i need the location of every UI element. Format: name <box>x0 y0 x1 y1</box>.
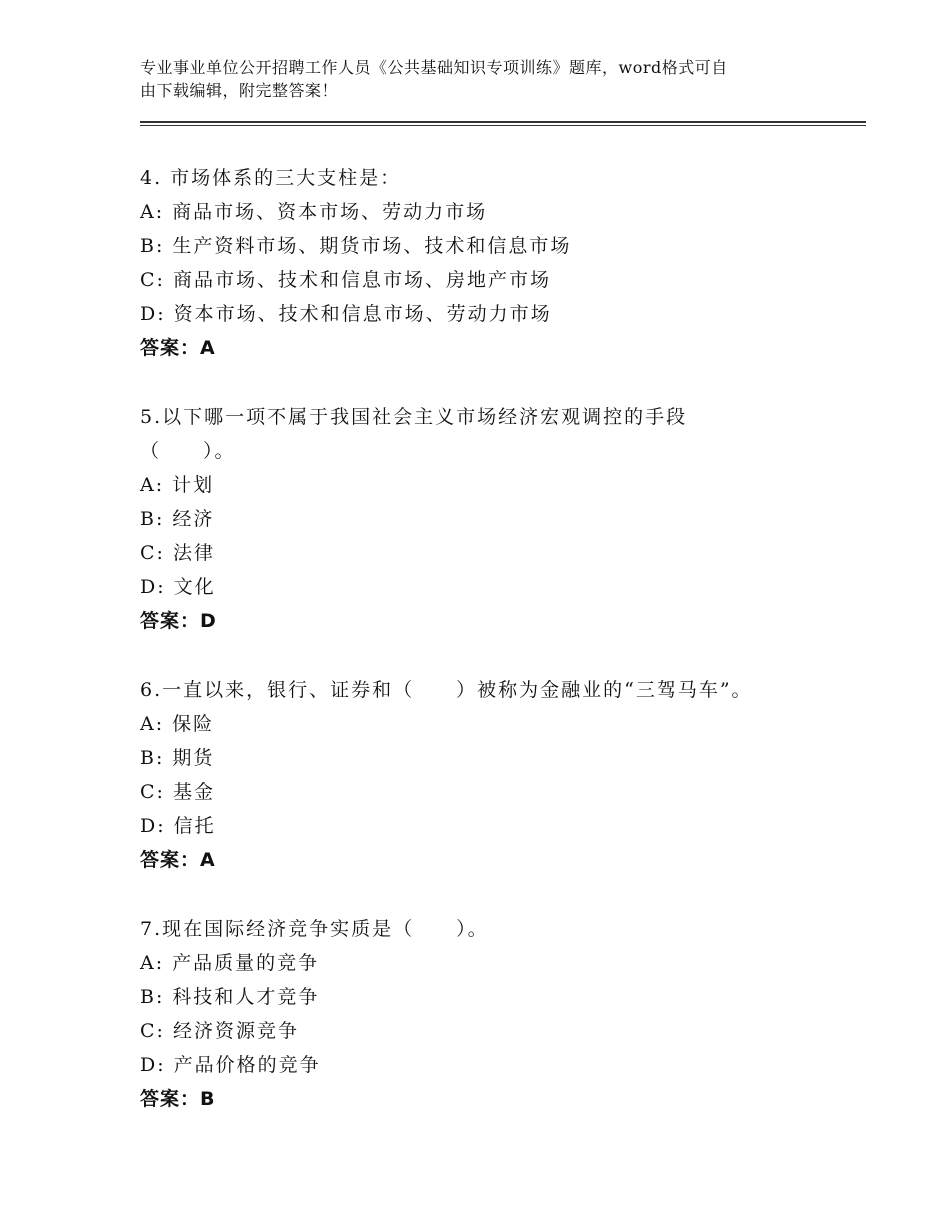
option-d: D: 信托 <box>140 815 216 837</box>
header-line-2: 由下载编辑，附完整答案！ <box>140 81 339 100</box>
option-c: C: 基金 <box>140 781 215 803</box>
question-stem: 5.以下哪一项不属于我国社会主义市场经济宏观调控的手段 <box>140 406 688 428</box>
header-line-1: 专业事业单位公开招聘工作人员《公共基础知识专项训练》题库，word格式可自 <box>140 58 728 77</box>
option-c: C: 经济资源竞争 <box>140 1020 299 1042</box>
question-6 <box>140 673 840 877</box>
answer-label: 答案：B <box>140 1088 216 1110</box>
option-a: A: 保险 <box>140 713 215 735</box>
header-divider-thin <box>140 125 866 126</box>
option-d: D: 文化 <box>140 576 216 598</box>
option-c: C: 法律 <box>140 542 215 564</box>
question-4 <box>140 161 840 365</box>
answer-label: 答案：A <box>140 337 216 359</box>
option-a: A: 计划 <box>140 474 215 496</box>
question-stem: 6.一直以来，银行、证券和（ ）被称为金融业的“三驾马车”。 <box>140 679 753 701</box>
option-b: B: 科技和人才竞争 <box>140 986 320 1008</box>
question-7 <box>140 912 840 1116</box>
header-divider-thick <box>140 121 866 123</box>
option-d: D: 资本市场、技术和信息市场、劳动力市场 <box>140 303 552 325</box>
option-b: B: 经济 <box>140 508 215 530</box>
answer-label: 答案：A <box>140 849 216 871</box>
question-stem-continuation: （ ）。 <box>140 440 236 462</box>
option-a: A: 产品质量的竞争 <box>140 952 320 974</box>
option-c: C: 商品市场、技术和信息市场、房地产市场 <box>140 269 551 291</box>
option-a: A: 商品市场、资本市场、劳动力市场 <box>140 201 488 223</box>
question-5 <box>140 400 840 638</box>
document-header <box>140 56 810 102</box>
option-b: B: 期货 <box>140 747 215 769</box>
question-stem: 7.现在国际经济竞争实质是（ ）。 <box>140 918 489 940</box>
question-stem: 4. 市场体系的三大支柱是： <box>140 167 402 189</box>
option-d: D: 产品价格的竞争 <box>140 1054 321 1076</box>
answer-label: 答案：D <box>140 610 217 632</box>
option-b: B: 生产资料市场、期货市场、技术和信息市场 <box>140 235 572 257</box>
